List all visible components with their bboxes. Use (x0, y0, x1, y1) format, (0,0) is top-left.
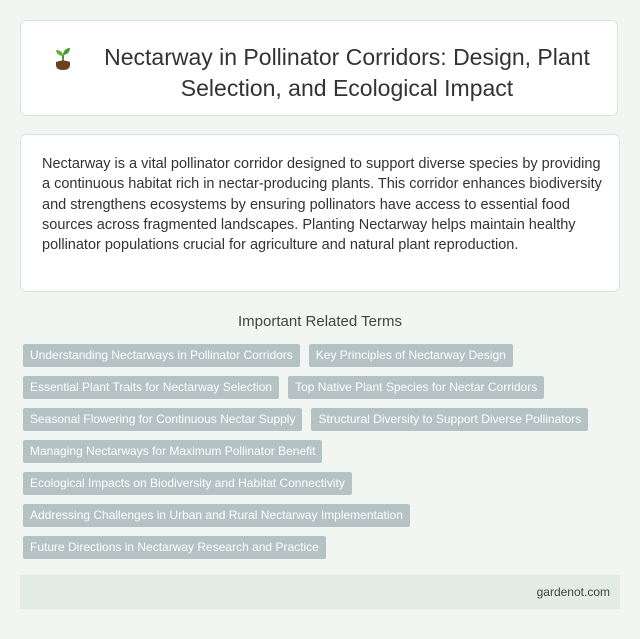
footer (20, 575, 620, 609)
term-tag[interactable]: Top Native Plant Species for Nectar Corridors (288, 376, 544, 399)
term-tag[interactable]: Essential Plant Traits for Nectarway Selection (23, 376, 279, 399)
term-tag[interactable]: Understanding Nectarways in Pollinator Corridors (23, 344, 300, 367)
term-tag[interactable]: Seasonal Flowering for Continuous Nectar Supply (23, 408, 302, 431)
header-card (20, 20, 618, 116)
footer-site-link[interactable]: gardenot.com (536, 585, 610, 599)
term-tag[interactable]: Addressing Challenges in Urban and Rural Nectarway Implementation (23, 504, 410, 527)
related-terms-list (23, 344, 623, 559)
intro-paragraph: Nectarway is a vital pollinator corridor designed to support diverse species by providing a continuous habitat rich in nectar-producing plants. This corridor enhances biodiversity and strengthens ecosystems by ensuring pollinators have access to essential food sources across fragmented landscapes. Planting Nectarway helps maintain healthy pollinator populations crucial for agriculture and natural plant reproduction. (42, 156, 602, 254)
term-tag[interactable]: Structural Diversity to Support Diverse Pollinators (311, 408, 588, 431)
term-tag[interactable]: Key Principles of Nectarway Design (309, 344, 513, 367)
seedling-icon (49, 45, 77, 73)
term-tag[interactable]: Managing Nectarways for Maximum Pollinator Benefit (23, 440, 322, 463)
term-tag[interactable]: Ecological Impacts on Biodiversity and Habitat Connectivity (23, 472, 352, 495)
related-terms-heading: Important Related Terms (238, 313, 402, 330)
intro-card (20, 134, 620, 292)
term-tag[interactable]: Future Directions in Nectarway Research and Practice (23, 536, 326, 559)
page-title: Nectarway in Pollinator Corridors: Design, Plant Selection, and Ecological Impact (104, 44, 590, 101)
